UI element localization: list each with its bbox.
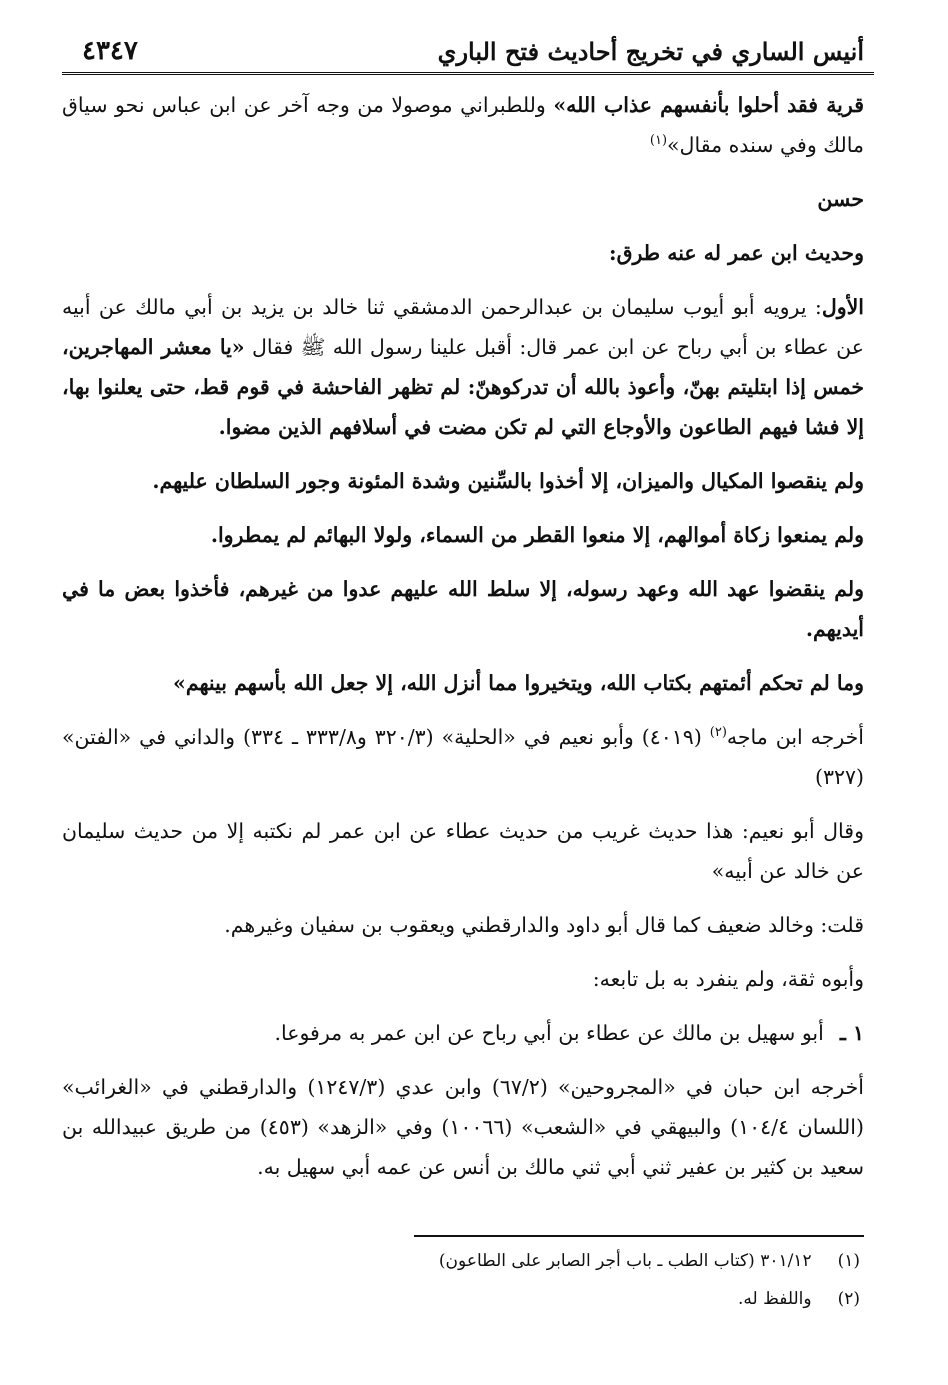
footnote-divider	[414, 1235, 864, 1237]
paragraph-first-route	[62, 287, 864, 447]
footnote-text: واللفظ له.	[738, 1289, 812, 1309]
route-label: الأول	[821, 295, 864, 319]
section-subheading: وحديث ابن عمر له عنه طرق:	[609, 241, 864, 265]
footnote-ref-2[interactable]: (٢)	[709, 725, 727, 741]
footnote-2	[62, 1285, 860, 1313]
hadith-continuation-1: ولم ينقصوا المكيال والميزان، إلا أخذوا بالسِّنين وشدة المئونة وجور السلطان عليهم.	[152, 469, 864, 493]
footnote-ref-1[interactable]: (١)	[649, 133, 668, 149]
page-header	[62, 36, 874, 75]
author-comment: قلت: وخالد ضعيف كما قال أبو داود والدارقطني ويعقوب بن سفيان وغيرهم.	[224, 913, 864, 937]
hadith-continuation-3: ولم ينقضوا عهد الله وعهد رسوله، إلا سلط الله عليهم عدوا من غيرهم، فأخذوا بعض ما في أيديهم.	[62, 577, 864, 641]
footnote-number: (٢)	[837, 1289, 860, 1309]
list-item-number: ١ ـ	[839, 1021, 864, 1045]
footnote-1	[62, 1247, 860, 1275]
abu-nuaym-comment: وقال أبو نعيم: هذا حديث غريب من حديث عطاء عن ابن عمر لم نكتبه إلا من حديث سليمان عن خالد عن أبيه»	[62, 819, 864, 883]
page-number: ٤٣٤٧	[82, 36, 138, 66]
hadith-continuation-2: ولم يمنعوا زكاة أموالهم، إلا منعوا القطر من السماء، ولولا البهائم لم يمطروا.	[210, 523, 864, 547]
takhrij-paragraph-2: أخرجه ابن حبان في «المجروحين» (٦٧/٢) وابن عدي (١٢٤٧/٣) والدارقطني في «الغرائب» (اللسان ١٠٤/٤) والبيهقي في «الشعب» (١٠٠٦٦) وفي «الزهد» (٤٥٣) من طريق عبيدالله بن سعيد بن كثير بن عفير ثني أبي ثني مالك بن أنس عن عمه أبي سهيل به.	[62, 1075, 864, 1179]
footnote-text: ٣٠١/١٢ (كتاب الطب ـ باب أجر الصابر على الطاعون)	[438, 1251, 812, 1271]
footnote-number: (١)	[837, 1251, 860, 1271]
takhrij-text-rest: (٤٠١٩) وأبو نعيم في «الحلية» (٣٢٠/٣ و٣٣٣/٨ ـ ٣٣٤) والداني في «الفتن» (٣٢٧)	[62, 725, 864, 789]
hadith-continuation-4: وما لم تحكم أئمتهم بكتاب الله، ويتخيروا مما أنزل الله، إلا جعل الله بأسهم بينهم»	[173, 671, 864, 695]
grade-label: حسن	[817, 187, 864, 211]
paragraph-text: وللطبراني موصولا من وجه آخر عن ابن عباس نحو سياق مالك وفي سنده مقال»	[62, 93, 864, 157]
isnad-text: : يرويه أبو أيوب سليمان بن عبدالرحمن الدمشقي ثنا خالد بن يزيد بن أبي مالك عن أبيه عن عطاء بن أبي رباح عن ابن عمر قال: أقبل علينا رسول الله ﷺ فقال	[62, 295, 864, 359]
footnotes-section	[62, 1235, 874, 1313]
running-title: أنيس الساري في تخريج أحاديث فتح الباري	[437, 37, 864, 66]
follow-up-note: وأبوه ثقة، ولم ينفرد به بل تابعه:	[592, 967, 864, 991]
takhrij-paragraph	[62, 717, 864, 797]
takhrij-text: أخرجه ابن ماجه	[726, 725, 864, 749]
paragraph-1	[62, 85, 864, 165]
list-item-text: أبو سهيل بن مالك عن عطاء بن أبي رباح عن ابن عمر به مرفوعا.	[274, 1021, 824, 1045]
hadith-text-bold: قرية فقد أحلوا بأنفسهم عذاب الله»	[553, 93, 864, 117]
list-item	[62, 1013, 864, 1053]
hadith-matn: «يا معشر المهاجرين، خمس إذا ابتليتم بهنّ، وأعوذ بالله أن تدركوهنّ: لم تظهر الفاحشة في قوم قط، حتى يعلنوا بها، إلا فشا فيهم الطاعون والأوجاع التي لم تكن مضت في أسلافهم الذين مضوا.	[62, 335, 864, 439]
page-body	[62, 75, 874, 1187]
